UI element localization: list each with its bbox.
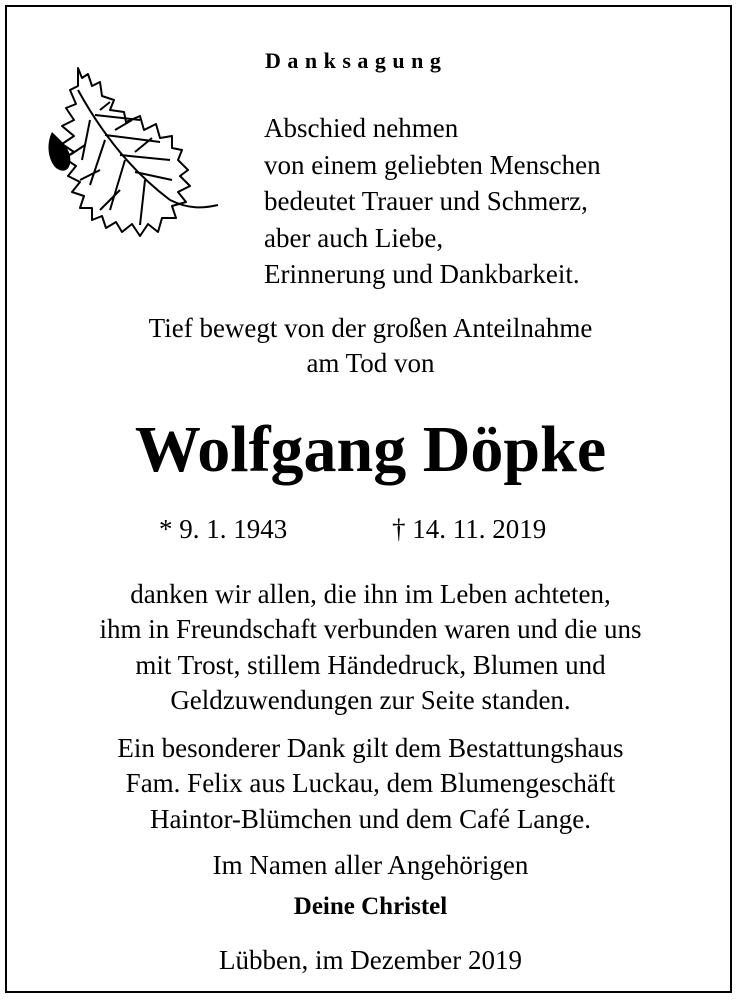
death-date: † 14. 11. 2019 xyxy=(392,514,547,544)
special-thanks-line: Haintor-Blümchen und dem Café Lange. xyxy=(149,803,592,834)
thanks-line: danken wir allen, die ihn im Leben achteten, xyxy=(130,579,611,609)
special-thanks-line: Fam. Felix aus Luckau, dem Blumengeschäft xyxy=(125,768,616,799)
poem-line: Abschied nehmen xyxy=(264,113,459,143)
signer-name: Deine Christel xyxy=(293,893,448,920)
poem-line: Erinnerung und Dankbarkeit. xyxy=(264,259,580,289)
intro-line: Tief bewegt von der großen Anteilnahme xyxy=(148,313,593,343)
thanks-text xyxy=(0,577,741,718)
closing-text: Im Namen aller Angehörigen xyxy=(212,850,529,880)
special-thanks-text xyxy=(0,731,741,837)
poem-line: bedeutet Trauer und Schmerz, xyxy=(264,186,588,216)
place-date: Lübben, im Dezember 2019 xyxy=(219,945,522,975)
deceased-name: Wolfgang Döpke xyxy=(134,413,607,486)
thanks-line: ihm in Freundschaft verbunden waren und die uns xyxy=(99,614,642,645)
thanks-line: mit Trost, stillem Händedruck, Blumen und xyxy=(135,649,606,680)
intro-line: am Tod von xyxy=(306,348,435,378)
autumn-leaf-icon xyxy=(40,60,225,250)
heading: Danksagung xyxy=(265,48,448,73)
intro-text xyxy=(0,311,741,381)
poem-line: von einem geliebten Menschen xyxy=(264,149,601,180)
birth-date: * 9. 1. 1943 xyxy=(159,514,288,544)
special-thanks-line: Ein besonderer Dank gilt dem Bestattungshaus xyxy=(117,733,624,763)
thanks-line: Geldzuwendungen zur Seite standen. xyxy=(170,684,571,715)
poem-line: aber auch Liebe, xyxy=(264,222,444,253)
poem xyxy=(264,110,601,293)
